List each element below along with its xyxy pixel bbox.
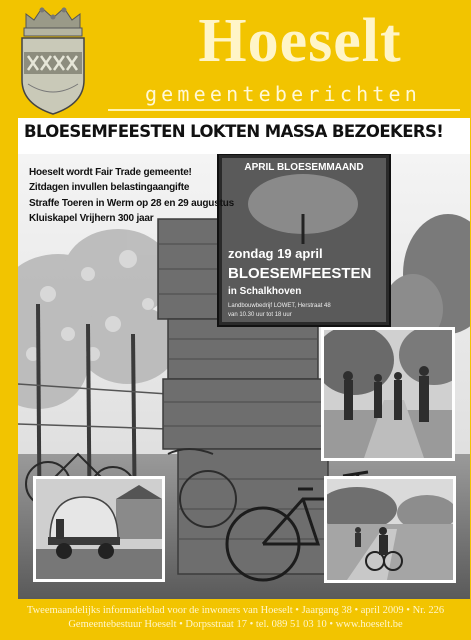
billboard-detail-2: van 10.30 uur tot 18 uur — [228, 312, 292, 318]
cover-headline: BLOESEMFEESTEN LOKTEN MASSA BEZOEKERS! — [24, 122, 444, 141]
footer-contact-line: Gemeentebestuur Hoeselt • Dorpsstraat 17 • tel. 089 51 03 10 • www.hoeselt.be — [68, 619, 403, 630]
inset-photo-walkers — [321, 327, 455, 461]
billboard-detail-1: Landbouwbedrijf LOWET, Herstraat 48 — [228, 303, 331, 309]
billboard-place: in Schalkhoven — [228, 286, 302, 297]
billboard-header: APRIL BLOESEMMAAND — [244, 162, 364, 173]
teaser-item: Straffe Toeren in Werm op 28 en 29 augustus — [29, 197, 234, 209]
billboard-event: BLOESEMFEESTEN — [228, 265, 372, 282]
inset-photo-wagon — [33, 476, 165, 582]
teaser-item: Zitdagen invullen belastingaangifte — [29, 182, 190, 194]
magazine-subtitle: gemeenteberichten — [144, 82, 422, 106]
masthead-divider — [108, 109, 460, 111]
municipal-crest-icon — [12, 4, 94, 116]
billboard-date: zondag 19 april — [228, 246, 323, 261]
teaser-item: Hoeselt wordt Fair Trade gemeente! — [29, 167, 192, 178]
magazine-title: Hoeselt — [198, 7, 402, 75]
inset-photo-cyclists — [324, 476, 456, 583]
cover-footer — [0, 600, 471, 640]
teaser-item: Kluiskapel Vrijhern 300 jaar — [29, 213, 154, 225]
teaser-list — [29, 165, 234, 227]
footer-publication-line: Tweemaandelijks informatieblad voor de inwoners van Hoeselt • Jaargang 38 • april 2009 • Nr. 226 — [26, 605, 445, 616]
